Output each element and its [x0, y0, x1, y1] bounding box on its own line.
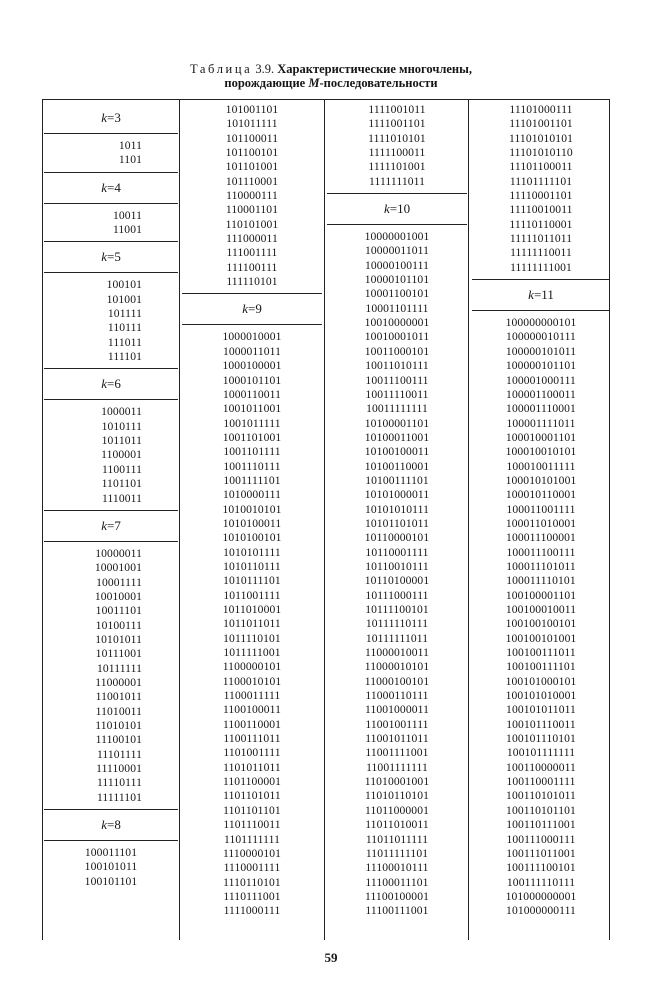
- polynomial-value: 10011100111: [365, 373, 429, 387]
- k-symbol: k: [101, 517, 107, 533]
- polynomial-value: 10001100101: [364, 287, 430, 301]
- polynomial-value: 10010001: [94, 589, 142, 603]
- polynomial-value: 101001101: [225, 103, 279, 116]
- polynomial-value: 11001011: [95, 690, 142, 704]
- polynomial-value: 101100101: [225, 146, 279, 160]
- polynomial-value: 1101011011: [223, 760, 281, 774]
- polynomial-value: 10011010111: [365, 359, 429, 373]
- equals-sign: =: [106, 179, 115, 195]
- k-symbol: k: [101, 249, 107, 265]
- polynomial-value: 10110100001: [364, 574, 430, 588]
- polynomial-value: 100000000101: [505, 316, 577, 330]
- polynomial-value: 1111001101: [368, 117, 426, 131]
- polynomial-value: 1110110101: [223, 875, 281, 889]
- polynomial-value: 100101110011: [506, 717, 576, 731]
- polynomial-value: 1011: [118, 139, 142, 152]
- polynomial-value: 100101110101: [506, 732, 576, 746]
- continued-values: [182, 103, 322, 289]
- equals-sign: =: [533, 287, 542, 303]
- caption-title-line2-start: порождающие: [224, 76, 309, 90]
- polynomial-value: 10101011: [95, 632, 142, 646]
- polynomial-value: 1010110111: [223, 559, 281, 573]
- polynomial-value: 1100011111: [223, 689, 281, 703]
- caption-title-line2-end: -последовательности: [319, 76, 438, 90]
- polynomial-value: 1100100011: [222, 703, 282, 717]
- polynomial-value: 10011: [112, 208, 142, 222]
- polynomial-value: 101110001: [225, 174, 279, 188]
- polynomial-value: 1011110101: [223, 631, 281, 645]
- polynomial-value: 100101000101: [505, 674, 577, 688]
- polynomial-value: 10000100111: [364, 258, 429, 272]
- polynomial-value: 100101: [106, 278, 142, 292]
- polynomial-value: 1011011: [101, 434, 142, 448]
- polynomial-value: 10111001: [95, 647, 142, 661]
- polynomial-value: 110111: [107, 321, 142, 335]
- polynomial-value: 11101100011: [509, 160, 573, 174]
- polynomial-value: 100100100101: [505, 617, 577, 631]
- polynomial-value: 10110010111: [365, 559, 429, 573]
- polynomial-value: 100010001101: [505, 430, 577, 444]
- polynomial-value: 100100010011: [505, 603, 577, 616]
- polynomial-list-k11: [472, 316, 610, 918]
- polynomial-value: 100011100001: [506, 531, 576, 545]
- equals-sign: =: [106, 249, 115, 265]
- polynomial-value: 1010101111: [223, 545, 281, 559]
- polynomial-value: 100110000011: [506, 760, 576, 774]
- polynomial-value: 10100100011: [364, 445, 430, 459]
- polynomial-value: 11000110111: [365, 689, 429, 703]
- polynomial-list-k9: [182, 330, 322, 918]
- polynomial-value: 1011010001: [222, 603, 282, 616]
- polynomial-value: 10011000101: [364, 344, 430, 358]
- polynomial-value: 1001011111: [223, 416, 281, 430]
- polynomial-value: 1101100001: [222, 775, 282, 789]
- polynomial-value: 111001111: [226, 246, 278, 260]
- table-top-rule: [42, 99, 610, 100]
- equals-sign: =: [247, 301, 256, 317]
- polynomial-value: 10111100101: [365, 603, 429, 616]
- polynomial-value: 110000111: [226, 189, 278, 203]
- polynomial-value: 1010111101: [223, 574, 281, 588]
- equals-sign: =: [106, 376, 115, 392]
- polynomial-value: 1100111011: [223, 732, 281, 746]
- k-section-header: [44, 241, 178, 273]
- polynomial-value: 100001110001: [506, 402, 576, 416]
- polynomial-value: 110001101: [225, 203, 279, 217]
- polynomial-value: 1100010101: [222, 674, 282, 688]
- k-section-header: [182, 293, 322, 325]
- polynomial-value: 101011111: [226, 117, 278, 131]
- equals-sign: =: [106, 110, 115, 125]
- polynomial-value: 1111100011: [368, 146, 426, 160]
- polynomial-value: 11000010011: [364, 646, 429, 660]
- polynomial-value: 10011101: [95, 604, 142, 618]
- polynomial-value: 1110011: [102, 491, 142, 505]
- polynomial-value: 111100111: [226, 260, 278, 274]
- polynomial-value: 1001011001: [222, 402, 282, 416]
- page-number: 59: [324, 950, 338, 965]
- polynomial-value: 11100010111: [365, 861, 429, 875]
- polynomial-value: 11101111101: [509, 174, 573, 188]
- polynomial-value: 100000101011: [505, 344, 577, 358]
- polynomial-value: 101000000001: [505, 889, 577, 903]
- polynomial-value: 100010010101: [505, 445, 577, 459]
- polynomial-value: 1100000101: [222, 660, 282, 674]
- polynomial-value: 1110111001: [223, 889, 281, 903]
- polynomial-value: 1100111: [102, 462, 142, 476]
- polynomial-value: 11001111111: [366, 760, 428, 774]
- polynomial-value: 100100101001: [505, 631, 577, 645]
- polynomial-value: 10000101101: [364, 273, 430, 287]
- polynomial-value: 11100011101: [365, 875, 429, 889]
- continued-values: [472, 103, 610, 275]
- polynomial-value: 1100110001: [222, 717, 282, 731]
- polynomial-value: 1111000111: [223, 904, 281, 918]
- k-value: 6: [114, 376, 121, 392]
- polynomial-value: 100100111101: [506, 660, 576, 674]
- k-value: 4: [114, 179, 121, 195]
- polynomial-value: 100000010111: [506, 330, 576, 344]
- polynomial-value: 100101010001: [505, 689, 577, 703]
- polynomial-list-k5: [44, 278, 178, 364]
- polynomial-value: 101101001: [225, 160, 279, 174]
- polynomial-value: 1001101001: [222, 430, 282, 444]
- polynomial-value: 10111000111: [365, 588, 429, 602]
- polynomial-value: 11101001101: [509, 117, 573, 131]
- caption-label: Таблица: [189, 62, 253, 76]
- polynomial-value: 10011111111: [366, 402, 428, 416]
- polynomial-value: 1101101011: [223, 789, 281, 803]
- polynomial-value: 101000000111: [506, 904, 576, 918]
- equals-sign: =: [106, 817, 115, 833]
- polynomial-value: 11000100101: [364, 674, 430, 688]
- k-value: 8: [114, 817, 121, 833]
- polynomial-value: 11100100001: [364, 889, 429, 903]
- polynomial-value: 1011001111: [223, 588, 281, 602]
- k-section-header: [44, 510, 178, 542]
- polynomial-value: 1010000111: [222, 488, 282, 502]
- polynomial-value: 11110110001: [509, 217, 573, 231]
- k-symbol: k: [383, 201, 390, 217]
- polynomial-value: 11110111: [96, 776, 142, 790]
- k-symbol: k: [101, 376, 107, 392]
- polynomial-value: 1010010101: [222, 502, 282, 516]
- continued-values: [327, 103, 467, 189]
- polynomial-value: 10010001011: [364, 330, 430, 344]
- polynomial-value: 10001111: [96, 575, 142, 589]
- polynomial-value: 11001011011: [365, 732, 429, 746]
- polynomial-value: 10111111: [96, 661, 142, 675]
- polynomial-value: 10100011001: [364, 430, 430, 444]
- polynomial-value: 11110001101: [509, 189, 573, 203]
- polynomial-value: 11111011011: [509, 232, 573, 246]
- polynomial-value: 101111: [107, 307, 142, 321]
- polynomial-value: 1000011: [101, 405, 142, 419]
- polynomial-value: 111101: [107, 350, 142, 364]
- polynomial-value: 11110001: [96, 762, 142, 775]
- polynomial-value: 11011111101: [365, 846, 429, 860]
- polynomial-value: 100111100101: [506, 861, 576, 875]
- polynomial-list-k10: [327, 230, 467, 919]
- polynomial-value: 11000010101: [364, 660, 430, 674]
- equals-sign: =: [106, 517, 115, 533]
- polynomial-value: 11101111: [96, 747, 142, 761]
- table-left-rule: [42, 99, 43, 940]
- polynomial-value: 1111001011: [368, 103, 426, 116]
- polynomial-value: 1000101101: [222, 373, 282, 387]
- polynomial-value: 1010100011: [222, 516, 282, 530]
- polynomial-value: 100111011001: [506, 846, 576, 860]
- k-symbol: k: [101, 179, 107, 195]
- polynomial-list-k3: [44, 139, 178, 168]
- k-value: 9: [255, 301, 262, 317]
- polynomial-value: 10101101011: [364, 516, 429, 530]
- polynomial-value: 1101111111: [224, 832, 280, 846]
- polynomial-value: 10101010111: [364, 502, 429, 516]
- polynomial-value: 10100001101: [364, 416, 430, 430]
- polynomial-value: 1110001111: [223, 861, 281, 875]
- polynomial-value: 11010110101: [364, 789, 429, 803]
- polynomial-value: 11100111001: [365, 904, 429, 918]
- polynomial-value: 100010101001: [505, 473, 577, 487]
- polynomial-value: 1010111: [101, 419, 142, 433]
- column-divider-3: [468, 99, 469, 940]
- polynomial-value: 100110001111: [506, 775, 576, 789]
- caption-title-line2-m: M: [308, 76, 320, 90]
- polynomial-value: 10101000011: [364, 488, 430, 502]
- k-value: 3: [114, 110, 121, 125]
- polynomial-value: 100011101011: [506, 559, 576, 573]
- k-value: 11: [541, 287, 554, 303]
- k-symbol: k: [101, 817, 107, 833]
- column-divider-2: [324, 99, 325, 940]
- table-column-4: [472, 103, 610, 919]
- polynomial-value: 10100111101: [365, 473, 429, 487]
- polynomial-value: 1111111011: [369, 174, 425, 188]
- polynomial-value: 11101010110: [509, 146, 573, 160]
- k-symbol: k: [101, 110, 107, 125]
- polynomial-list-k6: [44, 405, 178, 505]
- polynomial-value: 10110001111: [365, 545, 429, 559]
- table-caption-line2: [0, 75, 662, 91]
- polynomial-value: 100000101101: [505, 359, 577, 373]
- polynomial-value: 1010100101: [222, 531, 282, 545]
- polynomial-value: 11001: [112, 223, 142, 237]
- column-divider-1: [179, 99, 180, 940]
- polynomial-value: 1000011011: [222, 344, 282, 358]
- polynomial-value: 10110000101: [364, 531, 430, 545]
- polynomial-value: 10100110001: [364, 459, 430, 473]
- polynomial-value: 11011000001: [364, 803, 429, 817]
- polynomial-value: 11100101: [95, 733, 142, 747]
- polynomial-value: 100101111111: [506, 746, 576, 760]
- polynomial-value: 111000011: [226, 232, 278, 246]
- polynomial-value: 11111101: [96, 790, 142, 804]
- polynomial-value: 1111010101: [368, 131, 426, 145]
- polynomial-value: 100111000111: [506, 832, 576, 846]
- k-section-header: [44, 172, 178, 204]
- polynomial-value: 1100001: [101, 448, 142, 462]
- polynomial-value: 1000010001: [222, 330, 282, 344]
- polynomial-value: 1101110011: [223, 818, 281, 832]
- polynomial-value: 100010110001: [505, 488, 577, 502]
- polynomial-value: 11101010101: [508, 131, 573, 145]
- polynomial-value: 10000011011: [364, 244, 429, 258]
- polynomial-value: 100001000111: [506, 373, 576, 387]
- polynomial-value: 1001111101: [223, 473, 281, 487]
- polynomial-value: 11111110011: [510, 246, 572, 260]
- polynomial-value: 1101001111: [223, 746, 281, 760]
- polynomial-value: 1101101101: [223, 803, 281, 817]
- polynomial-value: 10000001001: [364, 230, 430, 244]
- polynomial-value: 10010000001: [364, 316, 430, 330]
- k-section-header: [44, 103, 178, 134]
- polynomial-value: 11011011111: [365, 832, 429, 846]
- polynomial-value: 11010001001: [364, 775, 430, 789]
- polynomial-value: 100101011011: [506, 703, 576, 717]
- caption-number: 3.9.: [255, 62, 275, 76]
- polynomial-value: 111011: [107, 335, 142, 349]
- polynomial-value: 1110000101: [222, 846, 282, 860]
- k-section-header: [327, 193, 467, 225]
- polynomial-value: 100011010001: [505, 516, 577, 530]
- k-symbol: k: [242, 301, 248, 317]
- polynomial-value: 10111111011: [365, 631, 429, 645]
- polynomial-value: 100110101101: [506, 803, 576, 817]
- polynomial-value: 1001101111: [223, 445, 281, 459]
- polynomial-value: 1111101001: [368, 160, 426, 174]
- polynomial-value: 100100111011: [506, 646, 576, 660]
- k-value: 10: [397, 201, 411, 217]
- polynomial-value: 100011100111: [506, 545, 576, 559]
- polynomial-value: 100100001101: [505, 588, 577, 602]
- polynomial-value: 11011010011: [365, 818, 429, 832]
- polynomial-value: 11001111001: [365, 746, 429, 760]
- k-value: 5: [114, 249, 121, 265]
- polynomial-value: 101001: [106, 292, 142, 306]
- k-value: 7: [114, 517, 121, 533]
- polynomial-value: 100001100011: [506, 387, 576, 401]
- polynomial-value: 100101011: [84, 860, 138, 874]
- polynomial-value: 11001000011: [364, 703, 429, 717]
- equals-sign: =: [389, 201, 398, 217]
- polynomial-value: 10001001: [94, 561, 142, 575]
- polynomial-value: 1011111001: [223, 646, 281, 660]
- polynomial-value: 1101: [118, 153, 142, 167]
- polynomial-value: 1101101: [101, 477, 142, 491]
- table-column-1: [44, 103, 178, 889]
- polynomial-value: 10011110011: [365, 387, 429, 401]
- polynomial-value: 101100011: [225, 131, 279, 145]
- polynomial-value: 11010011: [95, 704, 142, 718]
- polynomial-value: 11101000111: [509, 103, 573, 116]
- polynomial-value: 10001101111: [365, 301, 429, 315]
- k-section-header: [472, 279, 610, 311]
- polynomial-value: 11010101: [95, 718, 142, 732]
- polynomial-value: 11110010011: [509, 203, 573, 217]
- polynomial-value: 1011011011: [223, 617, 281, 631]
- polynomial-value: 1000110011: [222, 387, 282, 401]
- polynomial-value: 10111110111: [365, 617, 429, 631]
- polynomial-value: 100101101: [84, 874, 138, 888]
- polynomial-value: 11001001111: [365, 717, 429, 731]
- polynomial-list-k4: [44, 209, 178, 238]
- polynomial-value: 10000011: [95, 546, 142, 560]
- caption-title-line1: Характеристические многочлены,: [277, 62, 473, 76]
- polynomial-value: 111110101: [226, 275, 278, 289]
- polynomial-value: 11111111001: [510, 260, 572, 274]
- polynomial-value: 1000100001: [222, 359, 282, 373]
- polynomial-list-k8: [44, 846, 178, 889]
- k-symbol: k: [528, 287, 534, 303]
- polynomial-value: 100011101: [84, 846, 138, 860]
- polynomial-value: 10100111: [95, 618, 142, 632]
- polynomial-value: 100001111011: [506, 416, 576, 430]
- polynomial-value: 100011110101: [506, 574, 576, 588]
- polynomial-value: 100111110111: [506, 875, 576, 889]
- polynomial-value: 1001110111: [223, 459, 281, 473]
- k-section-header: [44, 368, 178, 400]
- polynomial-value: 100110101011: [506, 789, 576, 803]
- table-column-2: [182, 103, 322, 919]
- polynomial-value: 110101001: [225, 217, 279, 231]
- polynomial-value: 100011001111: [506, 502, 576, 516]
- table-column-3: [327, 103, 467, 919]
- polynomial-list-k7: [44, 547, 178, 805]
- k-section-header: [44, 809, 178, 841]
- polynomial-value: 11000001: [95, 675, 142, 689]
- polynomial-value: 100110111001: [506, 818, 576, 832]
- polynomial-value: 100010011111: [506, 459, 576, 473]
